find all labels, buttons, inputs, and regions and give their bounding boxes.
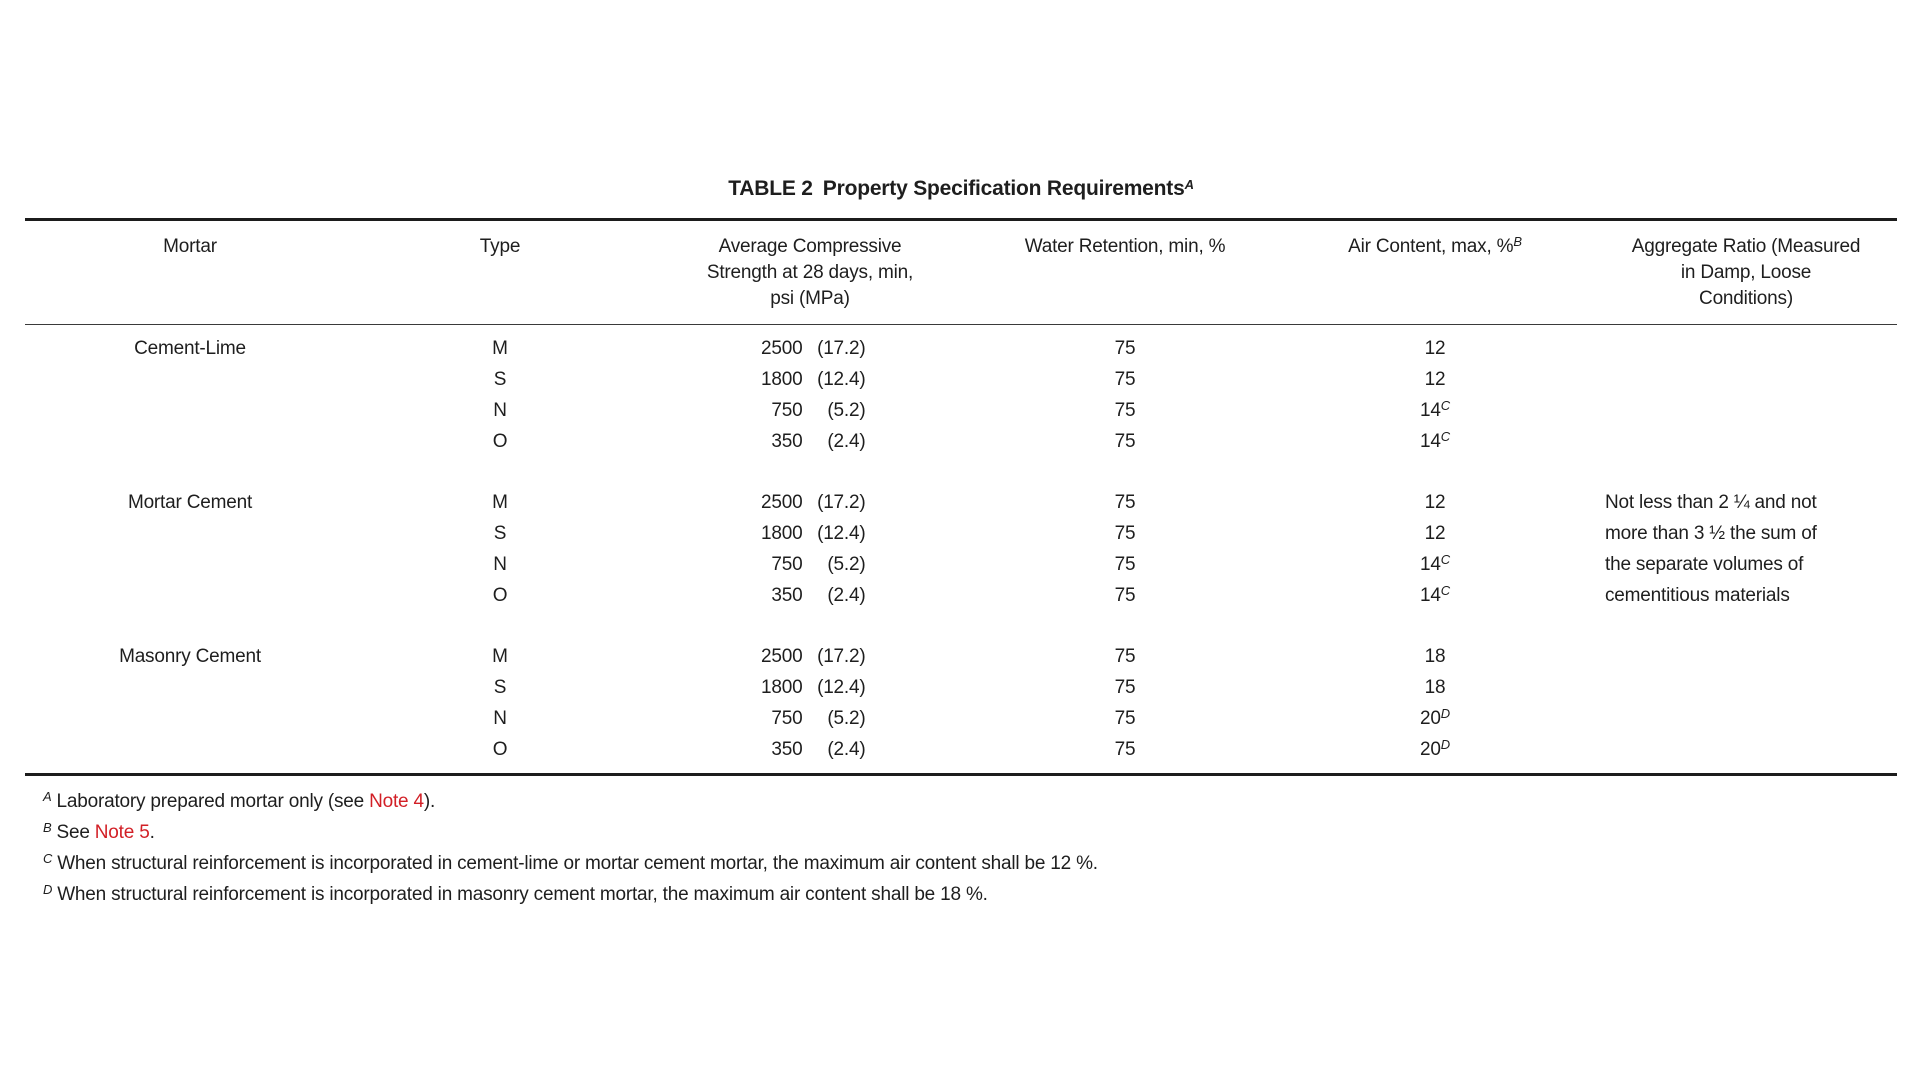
mortar-cell — [25, 364, 355, 395]
column-header-mortar: Mortar — [163, 236, 217, 257]
mortar-cell — [25, 549, 355, 580]
strength-mpa: (5.2) — [827, 708, 866, 729]
strength-mpa: (17.2) — [817, 492, 866, 513]
strength-mpa: (12.4) — [817, 677, 866, 698]
table-header-row — [25, 221, 1897, 324]
table-bottom-rule — [25, 773, 1897, 776]
property-spec-table — [25, 176, 1897, 910]
aggregate-cell — [1595, 364, 1897, 395]
water-retention-cell: 75 — [1114, 369, 1136, 390]
air-content-cell: $20^D$ — [1420, 737, 1450, 760]
title-footnote-marker: A — [1184, 177, 1194, 192]
footnote-marker: B — [43, 820, 52, 835]
strength-cell — [645, 364, 975, 395]
type-cell: O — [492, 739, 508, 760]
aggregate-cell: Not less than 2 ¼ and not — [1605, 492, 1817, 513]
strength-cell — [645, 734, 975, 765]
type-cell: S — [493, 369, 507, 390]
type-cell: S — [493, 677, 507, 698]
water-retention-cell: 75 — [1114, 554, 1136, 575]
mortar-cell — [25, 426, 355, 457]
strength-cell — [645, 641, 975, 672]
air-content-cell: $20^D$ — [1420, 706, 1450, 729]
type-cell: N — [493, 708, 507, 729]
footnote-b: $^B$ See Note 5. — [43, 820, 155, 843]
table-row — [25, 518, 1897, 549]
strength-mpa: (12.4) — [817, 369, 866, 390]
strength-psi: 350 — [771, 739, 803, 760]
type-cell: S — [493, 523, 507, 544]
air-content-cell: $14^C$ — [1420, 552, 1450, 575]
table-title-text: Property Specification Requirements — [822, 177, 1185, 200]
air-content-cell: $14^C$ — [1420, 429, 1450, 452]
strength-psi: 350 — [771, 585, 803, 606]
strength-mpa: (12.4) — [817, 523, 866, 544]
strength-psi: 750 — [771, 708, 803, 729]
water-retention-cell: 75 — [1114, 646, 1136, 667]
strength-psi: 1800 — [761, 523, 803, 544]
water-retention-cell: 75 — [1114, 338, 1136, 359]
water-retention-cell: 75 — [1114, 708, 1136, 729]
column-header-air-content: Air Content, max, %$^B$ — [1348, 234, 1522, 257]
type-cell: N — [493, 400, 507, 421]
air-content-cell: 12 — [1424, 369, 1446, 390]
footnote-marker: C — [43, 851, 53, 866]
strength-cell — [645, 518, 975, 549]
mortar-cell: Mortar Cement — [127, 492, 253, 513]
note-5-link[interactable]: Note 5 — [94, 822, 150, 843]
mortar-cell — [25, 580, 355, 611]
table-row — [25, 487, 1897, 518]
type-cell: M — [492, 492, 508, 513]
type-cell: O — [492, 431, 508, 452]
page-title — [25, 176, 1897, 202]
water-retention-cell: 75 — [1114, 431, 1136, 452]
mortar-cell — [25, 734, 355, 765]
water-retention-cell: 75 — [1114, 523, 1136, 544]
strength-cell — [645, 549, 975, 580]
water-retention-cell: 75 — [1114, 739, 1136, 760]
footnote-a: $^A$ Laboratory prepared mortar only (see Note 4). — [43, 789, 436, 812]
mortar-cell — [25, 703, 355, 734]
strength-mpa: (2.4) — [827, 431, 866, 452]
section-mortar-cement — [25, 487, 1897, 611]
table-row — [25, 333, 1897, 364]
strength-cell — [645, 580, 975, 611]
air-content-cell: 18 — [1424, 646, 1446, 667]
column-header-strength: Average Compressive Strength at 28 days, min, psi (MPa) — [706, 236, 914, 309]
column-header-type: Type — [479, 236, 521, 257]
table-row — [25, 395, 1897, 426]
strength-mpa: (17.2) — [817, 338, 866, 359]
strength-mpa: (5.2) — [827, 554, 866, 575]
mortar-cell — [25, 518, 355, 549]
strength-psi: 350 — [771, 431, 803, 452]
strength-cell — [645, 487, 975, 518]
aggregate-cell — [1595, 333, 1897, 364]
column-header-water-retention: Water Retention, min, % — [1024, 236, 1226, 257]
air-content-cell: $14^C$ — [1420, 583, 1450, 606]
mortar-cell: Masonry Cement — [119, 646, 261, 667]
aggregate-cell — [1595, 426, 1897, 457]
footnote-c: $^C$ When structural reinforcement is incorporated in cement-lime or mortar cement mortar, the maximum air content shall be 12 %. — [43, 851, 1098, 874]
table-row — [25, 703, 1897, 734]
air-content-footnote-marker: B — [1513, 234, 1522, 249]
strength-mpa: (2.4) — [827, 585, 866, 606]
strength-psi: 750 — [771, 400, 803, 421]
type-cell: O — [492, 585, 508, 606]
aggregate-cell: cementitious materials — [1605, 585, 1790, 606]
table-row — [25, 364, 1897, 395]
mortar-cell: Cement-Lime — [134, 338, 246, 359]
strength-psi: 1800 — [761, 369, 803, 390]
aggregate-cell — [1595, 734, 1897, 765]
mortar-cell — [25, 672, 355, 703]
strength-mpa: (2.4) — [827, 739, 866, 760]
footnote-marker: A — [43, 789, 52, 804]
air-content-cell: 12 — [1424, 338, 1446, 359]
strength-cell — [645, 395, 975, 426]
strength-cell — [645, 426, 975, 457]
table-row — [25, 734, 1897, 765]
strength-mpa: (5.2) — [827, 400, 866, 421]
table-body — [25, 325, 1897, 771]
air-content-cell: 18 — [1424, 677, 1446, 698]
section-masonry-cement — [25, 641, 1897, 765]
table-row — [25, 641, 1897, 672]
table-row — [25, 549, 1897, 580]
table-row — [25, 672, 1897, 703]
table-number: TABLE 2 — [728, 177, 813, 200]
type-cell: N — [493, 554, 507, 575]
air-content-cell: $14^C$ — [1420, 398, 1450, 421]
footnote-marker: D — [43, 882, 53, 897]
strength-cell — [645, 703, 975, 734]
mortar-cell — [25, 395, 355, 426]
table-row — [25, 426, 1897, 457]
aggregate-cell — [1595, 395, 1897, 426]
air-content-cell: 12 — [1424, 492, 1446, 513]
strength-psi: 2500 — [761, 338, 803, 359]
aggregate-cell: the separate volumes of — [1605, 554, 1804, 575]
note-4-link[interactable]: Note 4 — [369, 791, 424, 812]
table-footnotes — [25, 786, 1897, 910]
aggregate-cell — [1595, 703, 1897, 734]
type-cell: M — [492, 338, 508, 359]
aggregate-cell: more than 3 ½ the sum of — [1605, 523, 1817, 544]
water-retention-cell: 75 — [1114, 585, 1136, 606]
section-cement-lime — [25, 333, 1897, 457]
strength-psi: 750 — [771, 554, 803, 575]
strength-cell — [645, 672, 975, 703]
water-retention-cell: 75 — [1114, 677, 1136, 698]
strength-psi: 2500 — [761, 646, 803, 667]
strength-psi: 1800 — [761, 677, 803, 698]
water-retention-cell: 75 — [1114, 400, 1136, 421]
aggregate-cell — [1595, 672, 1897, 703]
table-row — [25, 580, 1897, 611]
strength-cell — [645, 333, 975, 364]
footnote-d: $^D$ When structural reinforcement is incorporated in masonry cement mortar, the maximum air content shall be 18 %. — [43, 882, 988, 905]
air-content-cell: 12 — [1424, 523, 1446, 544]
strength-psi: 2500 — [761, 492, 803, 513]
water-retention-cell: 75 — [1114, 492, 1136, 513]
column-header-aggregate-ratio: Aggregate Ratio (Measured in Damp, Loose Conditions) — [1631, 236, 1861, 309]
type-cell: M — [492, 646, 508, 667]
aggregate-cell — [1595, 641, 1897, 672]
strength-mpa: (17.2) — [817, 646, 866, 667]
